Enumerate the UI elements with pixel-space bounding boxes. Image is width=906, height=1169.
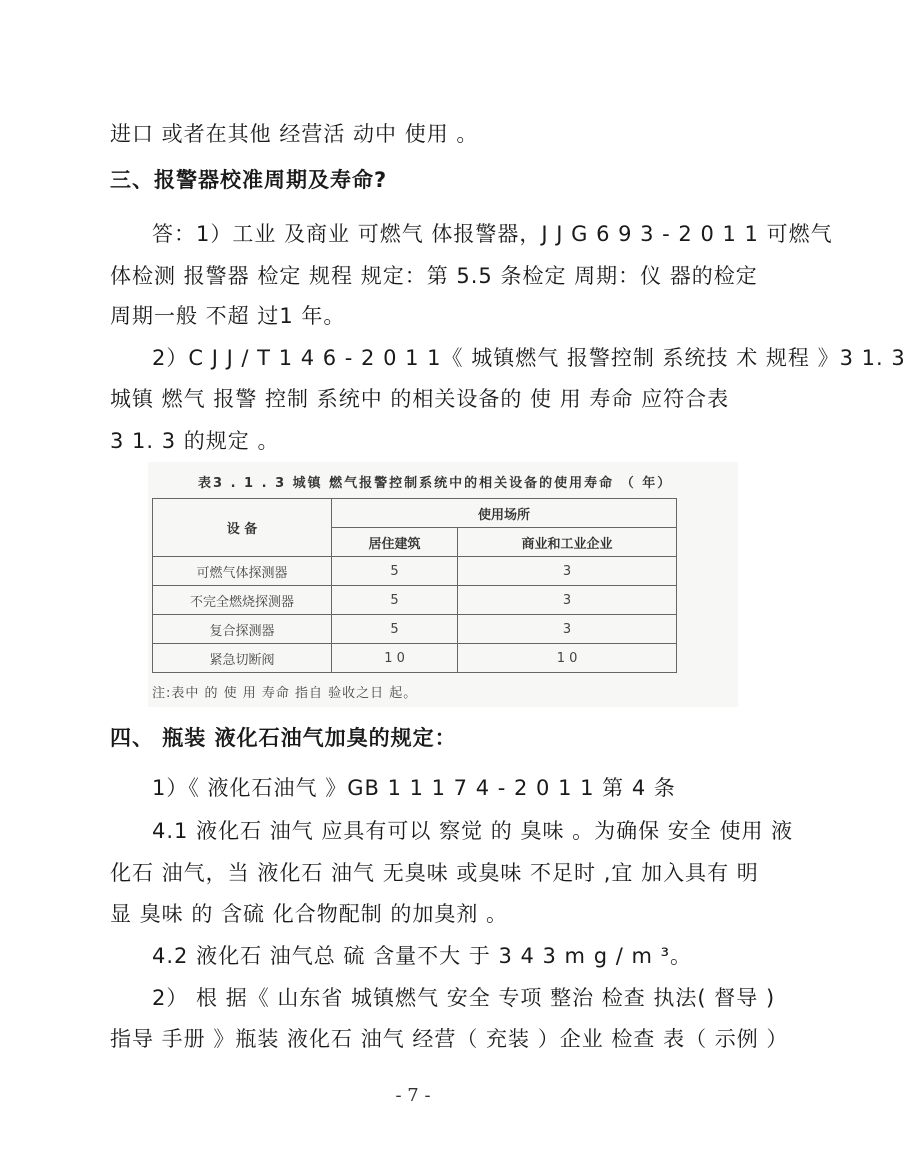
cell-device: 可燃气体探测器 [153, 557, 332, 586]
cell-residential: 5 [332, 557, 458, 586]
cell-device: 不完全燃烧探测器 [153, 586, 332, 615]
paragraph-line-12: 化石 油气，当 液化石 油气 无臭味 或臭味 不足时 ,宜 加入具有 明 [110, 861, 759, 885]
paragraph-line-3: 答：1）工业 及商业 可燃气 体报警器，J J G 6 9 3 - 2 0 1 1 可燃气 [152, 222, 833, 246]
cell-residential: 5 [332, 615, 458, 644]
paragraph-line-10: 1）《 液化石油气 》GB 1 1 1 7 4 - 2 0 1 1 第 4 条 [152, 776, 676, 800]
paragraph-line-14: 4.2 液化石 油气总 硫 含量不大 于 3 4 3 m g / m ³。 [152, 944, 692, 968]
header-commercial: 商业和工业企业 [458, 528, 677, 557]
paragraph-line-15: 2） 根 据《 山东省 城镇燃气 安全 专项 整治 检查 执法( 督导 ) [152, 986, 776, 1010]
paragraph-line-5: 周期一般 不超 过1 年。 [110, 304, 346, 328]
lifespan-table-image [148, 462, 738, 707]
table-row [153, 615, 677, 644]
section-heading-3: 三、报警器校准周期及寿命? [110, 168, 388, 192]
paragraph-line-13: 显 臭味 的 含硫 化合物配制 的加臭剂 。 [110, 902, 509, 926]
page-number: - 7 - [395, 1085, 431, 1106]
paragraph-line-8: 3 1. 3 的规定 。 [110, 429, 280, 453]
paragraph-line-7: 城镇 燃气 报警 控制 系统中 的相关设备的 使 用 寿命 应符合表 [110, 387, 730, 411]
cell-device: 复合探测器 [153, 615, 332, 644]
paragraph-line-1: 进口 或者在其他 经营活 动中 使用 。 [110, 122, 479, 146]
table-note: 注:表中 的 使 用 寿命 指自 验收之日 起。 [152, 686, 418, 701]
table-caption: 表3 . 1 . 3 城镇 燃气报警控制系统中的相关设备的使用寿命 （ 年） [198, 476, 673, 491]
cell-residential: 5 [332, 586, 458, 615]
paragraph-line-4: 体检测 报警器 检定 规程 规定：第 5.5 条检定 周期：仪 器的检定 [110, 264, 758, 288]
table-row [153, 644, 677, 673]
cell-commercial: 3 [458, 586, 677, 615]
header-usage: 使用场所 [332, 499, 677, 528]
table-row [153, 557, 677, 586]
paragraph-line-16: 指导 手册 》瓶装 液化石 油气 经营（ 充装 ）企业 检查 表（ 示例 ） [110, 1027, 789, 1051]
paragraph-line-6: 2）C J J / T 1 4 6 - 2 0 1 1《 城镇燃气 报警控制 系统技 术 规程 》3 1. 3 [152, 346, 906, 370]
table-row [153, 586, 677, 615]
section-heading-4: 四、 瓶装 液化石油气加臭的规定： [110, 726, 457, 750]
cell-residential: 1 0 [332, 644, 458, 673]
cell-commercial: 3 [458, 615, 677, 644]
lifespan-table [152, 498, 677, 673]
header-residential: 居住建筑 [332, 528, 458, 557]
header-device: 设 备 [153, 499, 332, 557]
cell-commercial: 3 [458, 557, 677, 586]
paragraph-line-11: 4.1 液化石 油气 应具有可以 察觉 的 臭味 。为确保 安全 使用 液 [152, 819, 794, 843]
cell-device: 紧急切断阀 [153, 644, 332, 673]
cell-commercial: 1 0 [458, 644, 677, 673]
